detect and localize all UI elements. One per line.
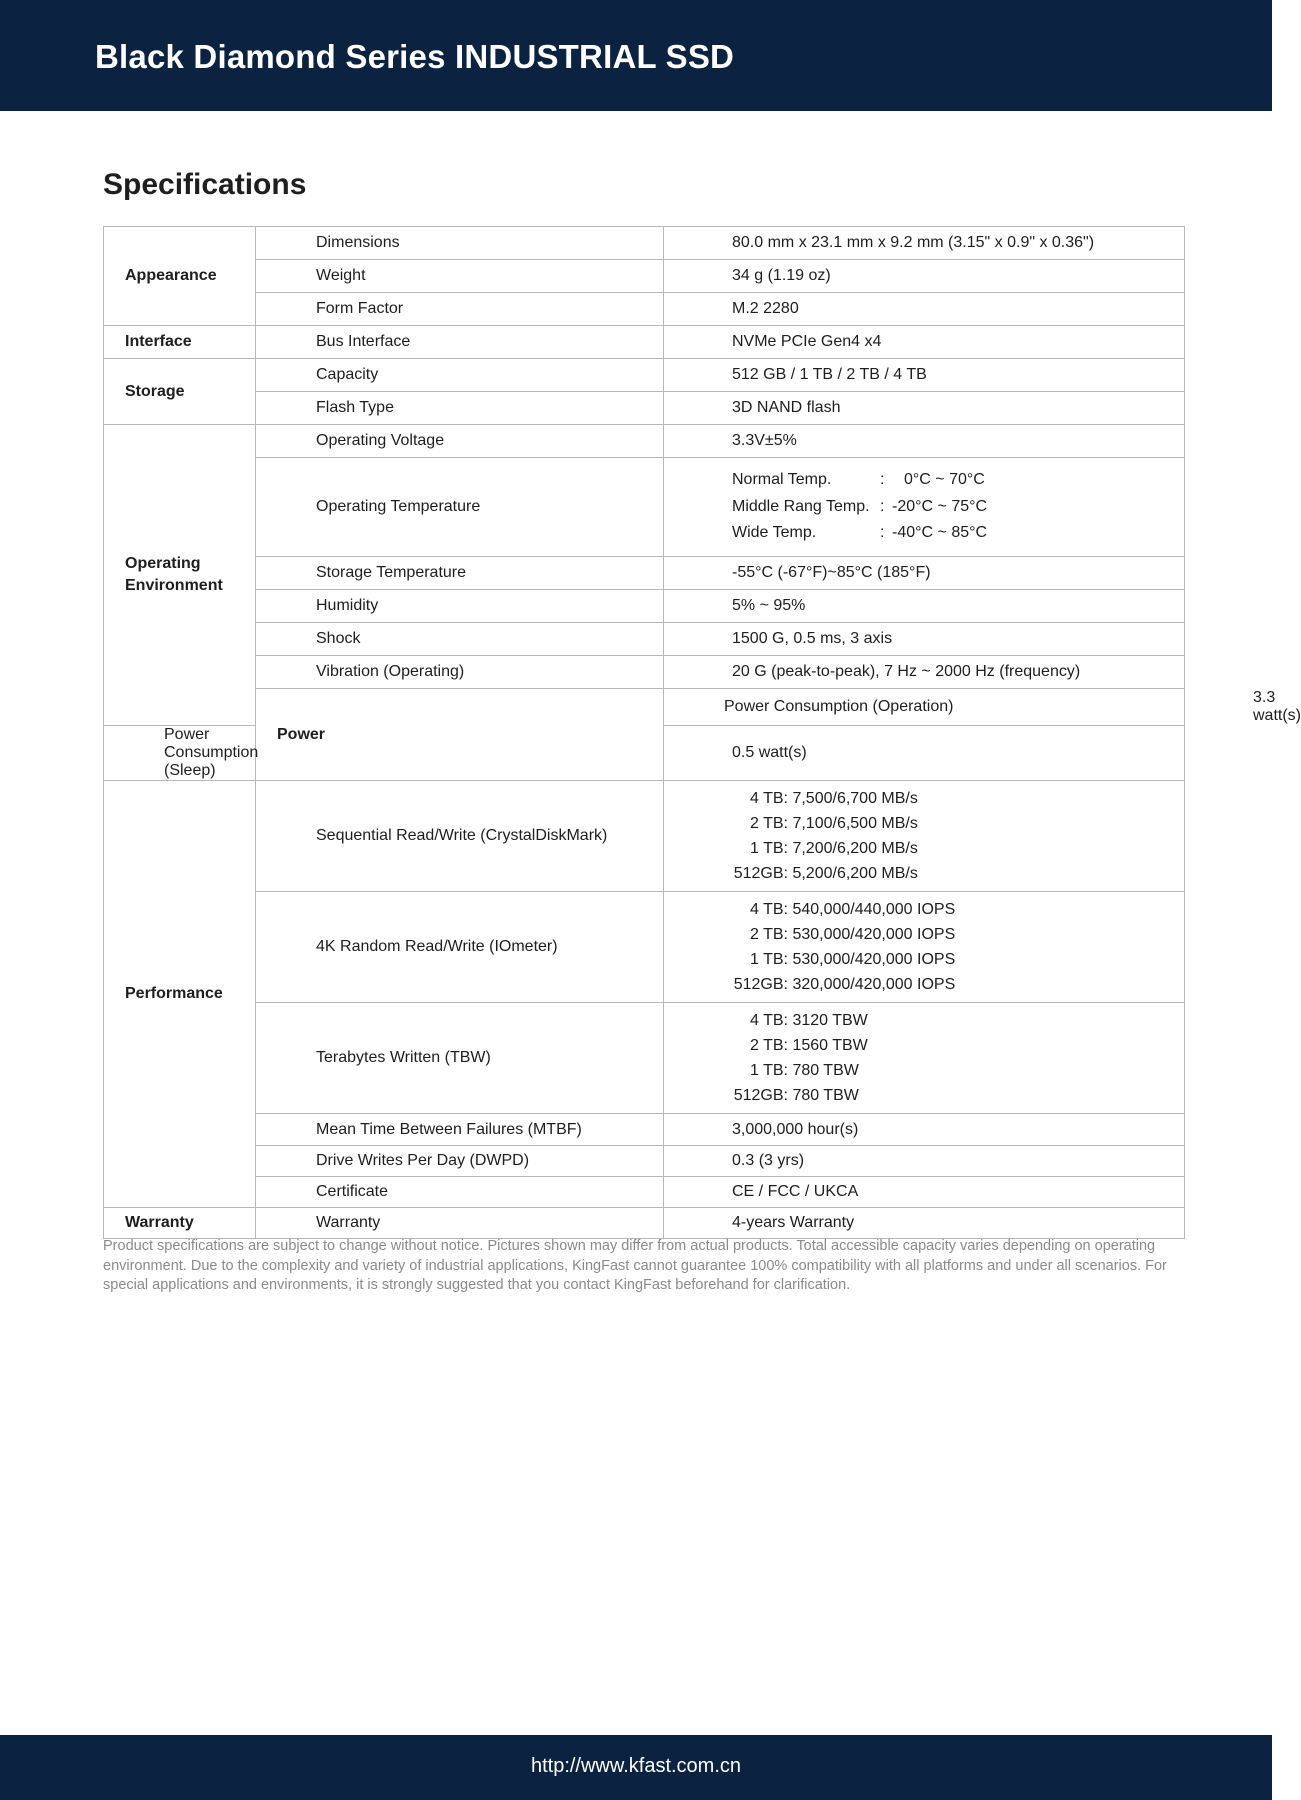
temp-name: Normal Temp.: [732, 471, 832, 489]
spec-label-dwpd: Drive Writes Per Day (DWPD): [256, 1146, 664, 1177]
temp-range: 0°C ~ 70°C: [904, 471, 985, 489]
disclaimer-note: Product specifications are subject to change without notice. Pictures shown may differ from actual products. Total accessible capacity varies depending on operating environment. Due to the complexity and variety of industrial applications, KingFast cannot guarantee 100% compatibility with all platforms and under all scenarios. For special applications and environments, it is strongly suggested that you contact KingFast beforehand for clarification.: [103, 1238, 1167, 1293]
spec-value-vibration: 20 G (peak-to-peak), 7 Hz ~ 2000 Hz (frequency): [664, 656, 1185, 689]
category-warranty: Warranty: [104, 1208, 256, 1239]
perf-row: [732, 947, 1184, 972]
spec-value-sequential: [664, 781, 1185, 892]
footer-bar: [0, 1735, 1272, 1800]
table-row: [104, 1208, 1185, 1239]
spec-label-storage-temperature: Storage Temperature: [256, 557, 664, 590]
capacity-label: 4 TB:: [750, 901, 788, 918]
table-row: [104, 590, 1185, 623]
spec-value-capacity: 512 GB / 1 TB / 2 TB / 4 TB: [664, 359, 1185, 392]
spec-value-dimensions: 80.0 mm x 23.1 mm x 9.2 mm (3.15" x 0.9" x 0.36"): [664, 227, 1185, 260]
perf-value: 7,200/6,200 MB/s: [792, 840, 918, 857]
perf-row: [732, 897, 1184, 922]
table-row: [104, 1177, 1185, 1208]
category-line: Operating: [125, 555, 201, 572]
category-storage: Storage: [104, 359, 256, 425]
table-row: [104, 892, 1185, 1003]
spec-value-random: [664, 892, 1185, 1003]
table-row: Power Power Consumption (Operation) 3.3 watt(s): [104, 689, 1185, 726]
perf-value: 7,100/6,500 MB/s: [792, 815, 918, 832]
table-row: [104, 326, 1185, 359]
table-row: [104, 1114, 1185, 1146]
spec-value-mtbf: 3,000,000 hour(s): [664, 1114, 1185, 1146]
perf-value: 530,000/420,000 IOPS: [792, 926, 956, 943]
spec-label-weight: Weight: [256, 260, 664, 293]
footer-url: http://www.kfast.com.cn: [530, 1755, 742, 1777]
spec-label-vibration: Vibration (Operating): [256, 656, 664, 689]
spec-label-operating-voltage: Operating Voltage: [256, 425, 664, 458]
temp-name: Wide Temp.: [732, 524, 817, 542]
spec-value-dwpd: 0.3 (3 yrs): [664, 1146, 1185, 1177]
table-row: [104, 293, 1185, 326]
capacity-label: 512GB:: [733, 865, 788, 882]
temp-row: [732, 520, 1184, 547]
perf-value: 780 TBW: [792, 1087, 859, 1104]
table-row: [104, 781, 1185, 892]
spec-value-form-factor: M.2 2280: [664, 293, 1185, 326]
spec-value-operating-temperature: [664, 458, 1185, 557]
spec-label-random: 4K Random Read/Write (IOmeter): [256, 892, 664, 1003]
category-appearance: Appearance: [104, 227, 256, 326]
perf-value: 530,000/420,000 IOPS: [792, 951, 956, 968]
spec-label-capacity: Capacity: [256, 359, 664, 392]
table-row: [104, 623, 1185, 656]
spec-value-humidity: 5% ~ 95%: [664, 590, 1185, 623]
spec-label-power-operation: Power Consumption (Operation): [664, 689, 1185, 726]
table-row: [104, 557, 1185, 590]
section-title: Specifications: [103, 168, 307, 201]
category-performance: Performance: [104, 781, 256, 1208]
perf-row: [732, 1083, 1184, 1108]
table-row: [104, 425, 1185, 458]
spec-label-sequential: Sequential Read/Write (CrystalDiskMark): [256, 781, 664, 892]
spec-value-operating-voltage: 3.3V±5%: [664, 425, 1185, 458]
spec-label-mtbf: Mean Time Between Failures (MTBF): [256, 1114, 664, 1146]
perf-row: [732, 811, 1184, 836]
category-power: Power: [256, 689, 664, 781]
capacity-label: 2 TB:: [750, 1037, 788, 1054]
spec-label-shock: Shock: [256, 623, 664, 656]
perf-row: [732, 922, 1184, 947]
spec-value-certificate: CE / FCC / UKCA: [664, 1177, 1185, 1208]
table-row: [104, 656, 1185, 689]
spec-label-flash-type: Flash Type: [256, 392, 664, 425]
spec-label-dimensions: Dimensions: [256, 227, 664, 260]
category-line: Environment: [125, 577, 223, 594]
perf-value: 7,500/6,700 MB/s: [792, 790, 918, 807]
capacity-label: 512GB:: [733, 1087, 788, 1104]
capacity-label: 4 TB:: [750, 1012, 788, 1029]
capacity-label: 1 TB:: [750, 951, 788, 968]
perf-row: [732, 836, 1184, 861]
table-row: [104, 260, 1185, 293]
perf-value: 5,200/6,200 MB/s: [792, 865, 918, 882]
capacity-label: 512GB:: [733, 976, 788, 993]
spec-label-humidity: Humidity: [256, 590, 664, 623]
spec-label-warranty: Warranty: [256, 1208, 664, 1239]
header-bar: [0, 0, 1272, 111]
perf-value: 3120 TBW: [792, 1012, 868, 1029]
temp-range: -20°C ~ 75°C: [892, 497, 988, 515]
temp-row: [732, 494, 1184, 521]
perf-value: 780 TBW: [792, 1062, 859, 1079]
document-title: Black Diamond Series INDUSTRIAL SSD: [95, 38, 735, 75]
table-row: [104, 1003, 1185, 1114]
perf-value: 1560 TBW: [792, 1037, 868, 1054]
spec-value-tbw: [664, 1003, 1185, 1114]
spec-label-power-sleep: Power Consumption (Sleep): [104, 726, 256, 781]
spec-value-storage-temperature: -55°C (-67°F)~85°C (185°F): [664, 557, 1185, 590]
table-row: [104, 227, 1185, 260]
spec-label-certificate: Certificate: [256, 1177, 664, 1208]
capacity-label: 2 TB:: [750, 926, 788, 943]
temp-row: [732, 467, 1184, 494]
table-row: [104, 392, 1185, 425]
temp-range: -40°C ~ 85°C: [892, 524, 988, 542]
capacity-label: 1 TB:: [750, 840, 788, 857]
temp-sep: :: [880, 497, 885, 515]
spec-table: [103, 226, 1301, 1239]
capacity-label: 1 TB:: [750, 1062, 788, 1079]
perf-row: [732, 1058, 1184, 1083]
temp-sep: :: [880, 471, 885, 489]
perf-row: [732, 1033, 1184, 1058]
spec-value-warranty: 4-years Warranty: [664, 1208, 1185, 1239]
perf-row: [732, 861, 1184, 886]
table-row: [104, 359, 1185, 392]
temp-name: Middle Rang Temp.: [732, 497, 870, 515]
spec-value-weight: 34 g (1.19 oz): [664, 260, 1185, 293]
spec-label-tbw: Terabytes Written (TBW): [256, 1003, 664, 1114]
perf-value: 540,000/440,000 IOPS: [792, 901, 956, 918]
spec-value-power-sleep: 0.5 watt(s): [664, 726, 1185, 781]
spec-label-bus-interface: Bus Interface: [256, 326, 664, 359]
temp-sep: :: [880, 524, 885, 542]
capacity-label: 4 TB:: [750, 790, 788, 807]
perf-row: [732, 1008, 1184, 1033]
spec-label-operating-temperature: Operating Temperature: [256, 458, 664, 557]
spec-label-form-factor: Form Factor: [256, 293, 664, 326]
spec-value-flash-type: 3D NAND flash: [664, 392, 1185, 425]
category-interface: Interface: [104, 326, 256, 359]
perf-value: 320,000/420,000 IOPS: [792, 976, 956, 993]
perf-row: [732, 972, 1184, 997]
spec-value-shock: 1500 G, 0.5 ms, 3 axis: [664, 623, 1185, 656]
category-operating-environment: [104, 425, 256, 726]
table-row: [104, 1146, 1185, 1177]
capacity-label: 2 TB:: [750, 815, 788, 832]
perf-row: [732, 786, 1184, 811]
spec-value-bus-interface: NVMe PCIe Gen4 x4: [664, 326, 1185, 359]
table-row: [104, 458, 1185, 557]
